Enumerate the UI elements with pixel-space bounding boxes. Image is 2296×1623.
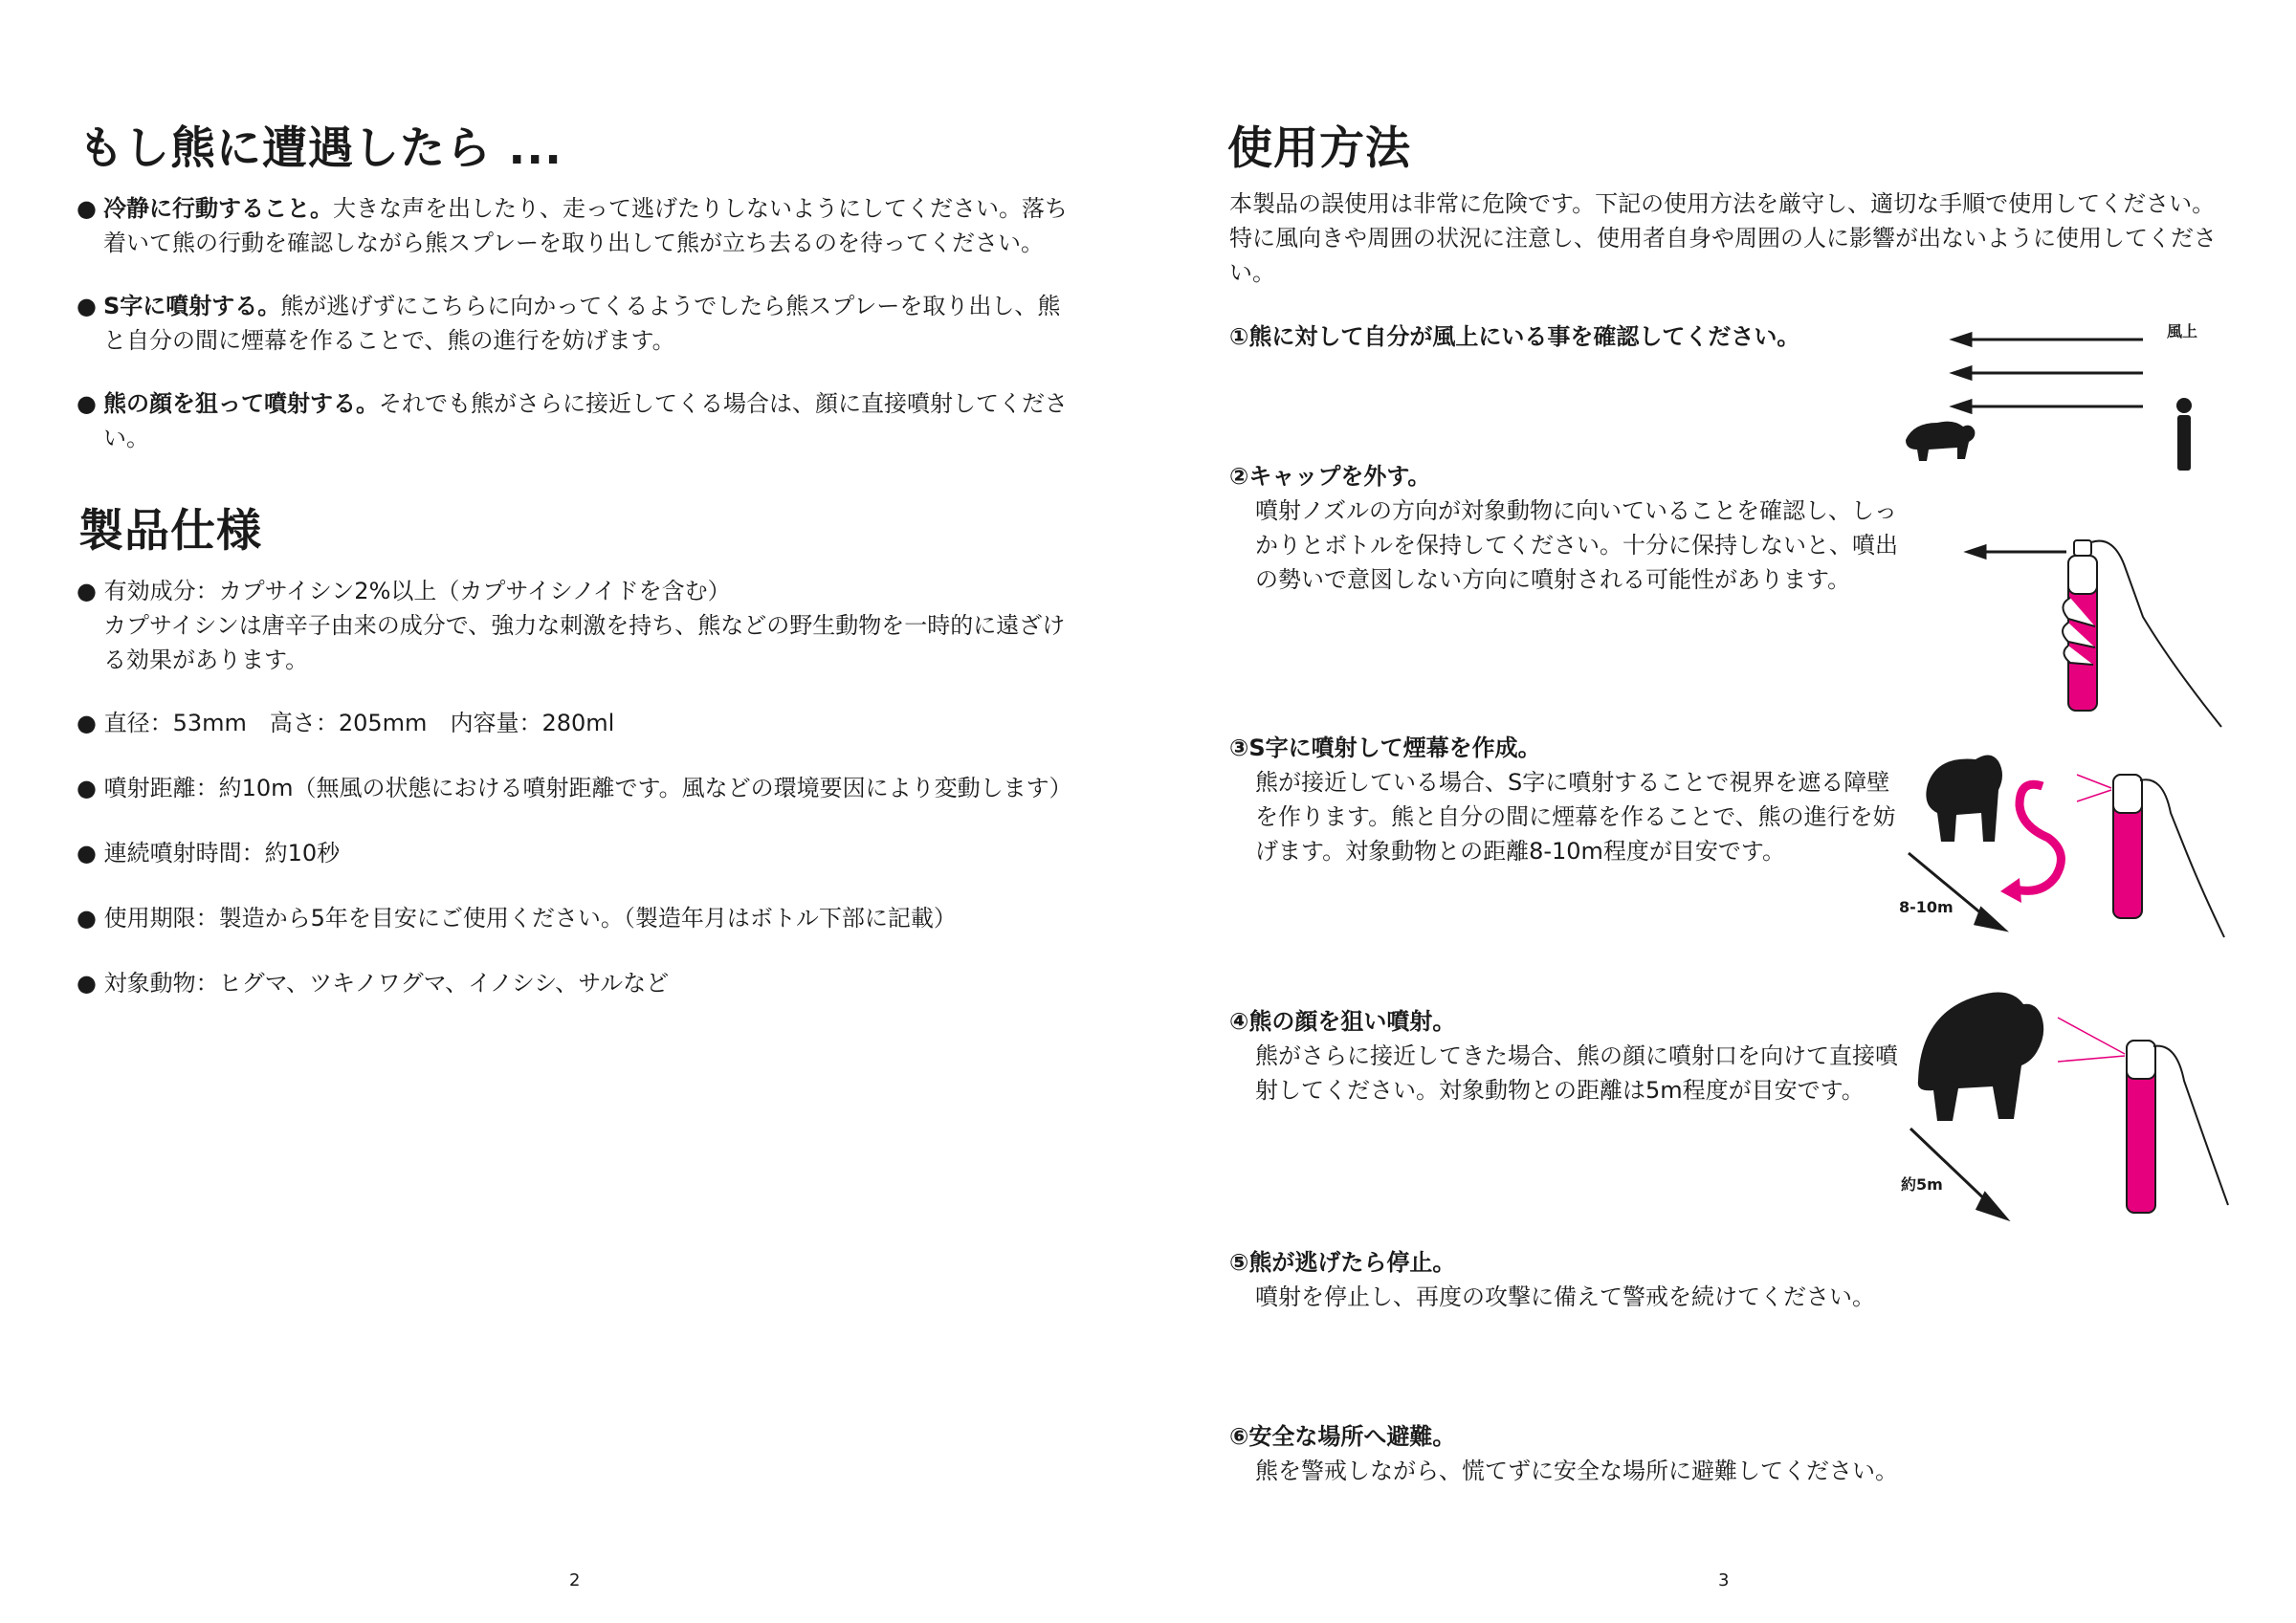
distance-label-1: 8-10m — [1899, 898, 1954, 916]
step-6 — [1229, 1419, 1899, 1488]
step-desc: 噴射ノズルの方向が対象動物に向いていることを確認し、しっかりとボトルを保持してください。十分に保持しないと、噴出の勢いで意図しない方向に噴射される可能性があります。 — [1255, 497, 1898, 593]
spec-line: 有効成分：カプサイシン2%以上（カプサイシノイドを含む） — [103, 578, 731, 604]
encounter-item-bold: 冷静に行動すること。 — [103, 195, 333, 222]
step-3 — [1229, 731, 1899, 868]
spec-item-ingredient: ● 有効成分：カプサイシン2%以上（カプサイシノイドを含む） カプサイシンは唐辛子由来の成分で、強力な刺激を持ち、熊などの野生動物を一時的に遠ざける効果があります。 — [77, 574, 1081, 677]
wind-illustration — [1894, 316, 2219, 488]
bullet-icon: ● — [77, 390, 97, 417]
step-5 — [1229, 1245, 1899, 1314]
encounter-item-2 — [77, 289, 1081, 358]
spec-line: 直径：53mm 高さ：205mm 内容量：280ml — [103, 710, 615, 736]
bear-small-icon — [1906, 422, 1975, 461]
usage-intro: 本製品の誤使用は非常に危険です。下記の使用方法を厳守し、適切な手順で使用してください。特に風向きや周囲の状況に注意し、使用者自身や周囲の人に影響が出ないように使用してください。 — [1229, 190, 2217, 286]
s-spray-illustration — [1899, 746, 2243, 937]
spec-item-range: ● 噴射距離：約10m（無風の状態における噴射距離です。風などの環境要因により変動します） — [77, 775, 1072, 801]
step-title: ②キャップを外す。 — [1229, 463, 1431, 490]
page-number-right: 3 — [1718, 1570, 1730, 1590]
spray-can-icon — [2113, 775, 2142, 918]
hand-icon — [2140, 779, 2224, 937]
spray-can-icon — [2127, 1041, 2155, 1213]
spray-lines-icon — [2077, 775, 2111, 801]
step-title: ⑤熊が逃げたら停止。 — [1229, 1249, 1456, 1276]
spec-item-target: ● 対象動物：ヒグマ、ツキノワグマ、イノシシ、サルなど — [77, 970, 670, 997]
spec-line: 連続噴射時間：約10秒 — [103, 840, 341, 866]
spray-hold-illustration — [1961, 531, 2248, 732]
bullet-icon: ● — [77, 195, 97, 222]
encounter-heading: もし熊に遭遇したら ... — [78, 122, 563, 175]
s-curve-icon — [2016, 784, 2061, 890]
step-4 — [1229, 1004, 1899, 1108]
s-arrowhead-icon — [2000, 878, 2021, 903]
spec-heading: 製品仕様 — [78, 505, 262, 558]
bear-icon — [1926, 755, 2002, 842]
usage-heading: 使用方法 — [1227, 122, 1411, 175]
step-1 — [1229, 319, 1899, 354]
spec-item-size: ● 直径：53mm 高さ：205mm 内容量：280ml — [77, 710, 615, 736]
encounter-item-bold: S字に噴射する。 — [103, 293, 281, 319]
spec-item-expiry: ● 使用期限：製造から5年を目安にご使用ください。（製造年月はボトル下部に記載） — [77, 905, 957, 932]
step-title: ③S字に噴射して煙幕を作成。 — [1229, 735, 1541, 761]
arrow-icon — [1968, 546, 2066, 558]
encounter-item-text: 熊が逃げずにこちらに向かってくるようでしたら熊スプレーを取り出し、熊と自分の間に煙幕を作ることで、熊の進行を妨げます。 — [103, 293, 1061, 354]
spec-line: 対象動物：ヒグマ、ツキノワグマ、イノシシ、サルなど — [103, 970, 670, 997]
wind-arrows-icon — [1954, 334, 2143, 412]
hand-icon — [2153, 1046, 2228, 1205]
encounter-item-text: 大きな声を出したり、走って逃げたりしないようにしてください。落ち着いて熊の行動を確認しながら熊スプレーを取り出して熊が立ち去るのを待ってください。 — [103, 195, 1068, 256]
bear-large-icon — [1918, 993, 2043, 1122]
distance-label-2: 約5m — [1901, 1175, 1943, 1194]
step-title: ⑥安全な場所へ避難。 — [1229, 1423, 1456, 1450]
spec-detail: カプサイシンは唐辛子由来の成分で、強力な刺激を持ち、熊などの野生動物を一時的に遠ざける効果があります。 — [103, 612, 1066, 673]
encounter-item-3 — [77, 386, 1081, 455]
spec-line: 使用期限：製造から5年を目安にご使用ください。（製造年月はボトル下部に記載） — [103, 905, 957, 932]
step-desc: 熊が接近している場合、S字に噴射することで視界を遮る障壁を作ります。熊と自分の間に煙幕を作ることで、熊の進行を妨げます。対象動物との距離8-10m程度が目安です。 — [1255, 769, 1896, 865]
encounter-item-text: それでも熊がさらに接近してくる場合は、顔に直接噴射してください。 — [103, 390, 1068, 451]
encounter-item-bold: 熊の顔を狙って噴射する。 — [103, 390, 379, 417]
face-spray-illustration — [1899, 976, 2243, 1243]
step-title: ①熊に対して自分が風上にいる事を確認してください。 — [1229, 323, 1800, 350]
spec-item-duration: ● 連続噴射時間：約10秒 — [77, 840, 341, 866]
step-2 — [1229, 459, 1899, 597]
distance-arrow-icon — [1910, 1129, 2006, 1218]
distance-arrow-icon — [1909, 853, 2004, 930]
spec-line: 噴射距離：約10m（無風の状態における噴射距離です。風などの環境要因により変動します） — [103, 775, 1072, 801]
bullet-icon: ● — [77, 293, 97, 319]
step-desc: 熊がさらに接近してきた場合、熊の顔に噴射口を向けて直接噴射してください。対象動物との距離は5m程度が目安です。 — [1255, 1042, 1898, 1104]
spray-lines-icon — [2058, 1018, 2125, 1062]
page-number-left: 2 — [569, 1570, 581, 1590]
step-desc: 噴射を停止し、再度の攻撃に備えて警戒を続けてください。 — [1255, 1283, 1875, 1310]
person-icon — [2176, 398, 2192, 471]
step-title: ④熊の顔を狙い噴射。 — [1229, 1008, 1456, 1035]
step-desc: 熊を警戒しながら、慌てずに安全な場所に避難してください。 — [1255, 1458, 1898, 1484]
encounter-item-1 — [77, 191, 1081, 260]
windward-label: 風上 — [2167, 322, 2198, 340]
